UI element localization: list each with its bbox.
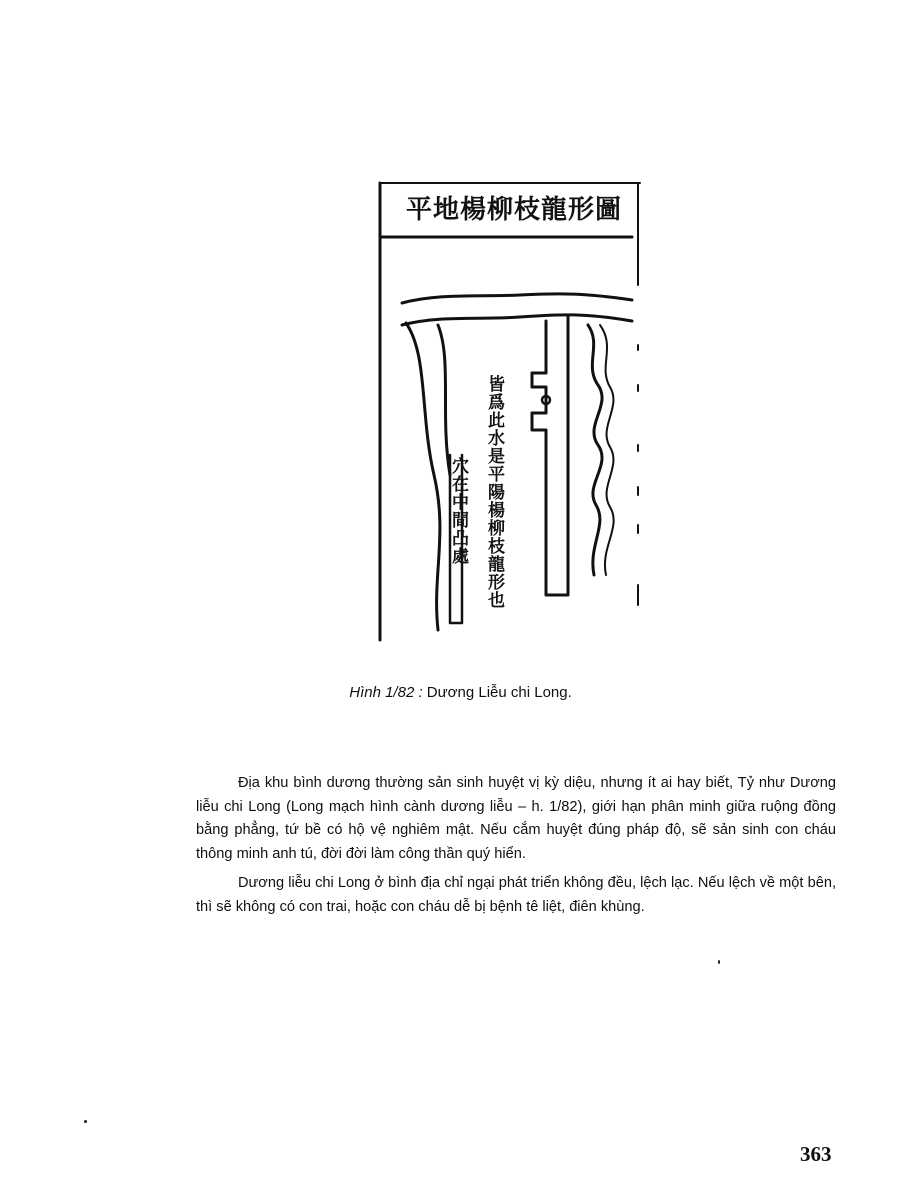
body-text <box>196 772 836 925</box>
scan-speck <box>718 960 720 964</box>
feng-shui-diagram <box>370 175 655 645</box>
figure-caption <box>0 684 921 701</box>
diagram-title: 平地楊柳枝龍形圖 <box>405 195 622 225</box>
scan-speck <box>84 1120 87 1123</box>
caption-text: Dương Liễu chi Long. <box>426 684 572 701</box>
diagram-vertical-text: 皆爲此水是平陽楊柳枝龍形也 <box>484 375 504 609</box>
paragraph: Dương liễu chi Long ở bình địa chỉ ngại phát triển không đều, lệch lạc. Nếu lệch về một bên, thì sẽ không có con trai, hoặc con cháu dễ bị bệnh tê liệt, điên khùng. <box>196 875 836 915</box>
paragraph: Địa khu bình dương thường sản sinh huyệt vị kỳ diệu, nhưng ít ai hay biết, Tỷ như Dương liễu chi Long (Long mạch hình cành dương liễu – h. 1/82), giới hạn phân minh giữa ruộng đồng bằng phẳng, tứ bề có hộ vệ nghiêm mật. Nếu cắm huyệt đúng pháp độ, sẽ sản sinh con cháu thông minh anh tú, đời đời làm công thần quý hiển. <box>196 775 836 862</box>
page-number: 363 <box>800 1142 832 1166</box>
diagram-left-vertical-text: 穴在中間凸處 <box>448 457 468 565</box>
caption-label: Hình 1/82 : <box>349 684 423 701</box>
diagram-drawing <box>370 175 655 645</box>
